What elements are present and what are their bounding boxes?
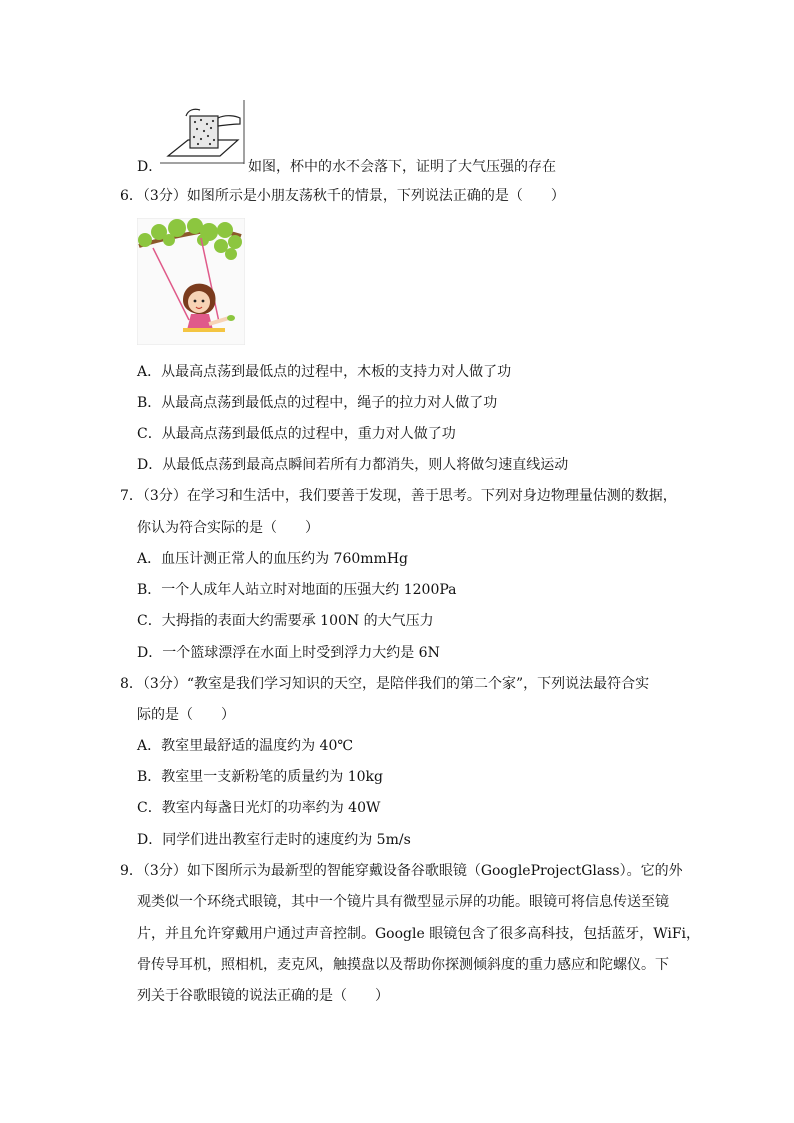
q7-option-c: C．大拇指的表面大约需要承 100N 的大气压力 [137,613,434,629]
q6-option-c: C．从最高点荡到最低点的过程中，重力对人做了功 [137,426,456,442]
q5-option-d-label: D． [137,159,163,175]
q6-option-b: B．从最高点荡到最低点的过程中，绳子的拉力对人做了功 [137,395,498,411]
cup-card-figure [160,98,246,164]
q8-option-b: B．教室里一支新粉笔的质量约为 10kg [137,769,383,785]
q9-line2: 观类似一个环绕式眼镜，其中一个镜片具有微型显示屏的功能。眼镜可将信息传送至镜 [137,894,669,910]
q8-option-c: C．教室内每盏日光灯的功率约为 40W [137,800,381,816]
q5-option-d-text: 如图，杯中的水不会落下，证明了大气压强的存在 [248,159,556,175]
q9-line5: 列关于谷歌眼镜的说法正确的是（ ） [137,988,389,1004]
q9-line1: 9．（3分）如下图所示为最新型的智能穿戴设备谷歌眼镜（GoogleProjectGlass）。它的外 [120,863,683,879]
q8-option-a: A．教室里最舒适的温度约为 40℃ [137,738,354,754]
q9-line4: 骨传导耳机，照相机，麦克风，触摸盘以及帮助你探测倾斜度的重力感应和陀螺仪。下 [137,957,669,973]
swing-girl-figure [137,218,245,345]
q6-option-d: D．从最低点荡到最高点瞬间若所有力都消失，则人将做匀速直线运动 [137,457,569,473]
q8-option-d: D．同学们进出教室行走时的速度约为 5m/s [137,832,411,848]
q7-option-d: D．一个篮球漂浮在水面上时受到浮力大约是 6N [137,645,440,661]
q6-stem: 6．（3分）如图所示是小朋友荡秋千的情景，下列说法正确的是（ ） [120,188,565,204]
q9-line3: 片，并且允许穿戴用户通过声音控制。Google 眼镜包含了很多高科技，包括蓝牙，WiFi， [137,926,701,942]
q7-option-b: B．一个人成年人站立时对地面的压强大约 1200Pa [137,582,457,598]
q7-stem-line1: 7．（3分）在学习和生活中，我们要善于发现，善于思考。下列对身边物理量估测的数据， [120,488,677,504]
q7-option-a: A．血压计测正常人的血压约为 760mmHg [137,551,409,567]
q6-option-a: A．从最高点荡到最低点的过程中，木板的支持力对人做了功 [137,364,512,380]
q8-stem-line2: 际的是（ ） [137,707,235,723]
q7-stem-line2: 你认为符合实际的是（ ） [137,520,319,536]
q8-stem-line1: 8．（3分）“教室是我们学习知识的天空，是陪伴我们的第二个家”，下列说法最符合实 [120,676,650,692]
